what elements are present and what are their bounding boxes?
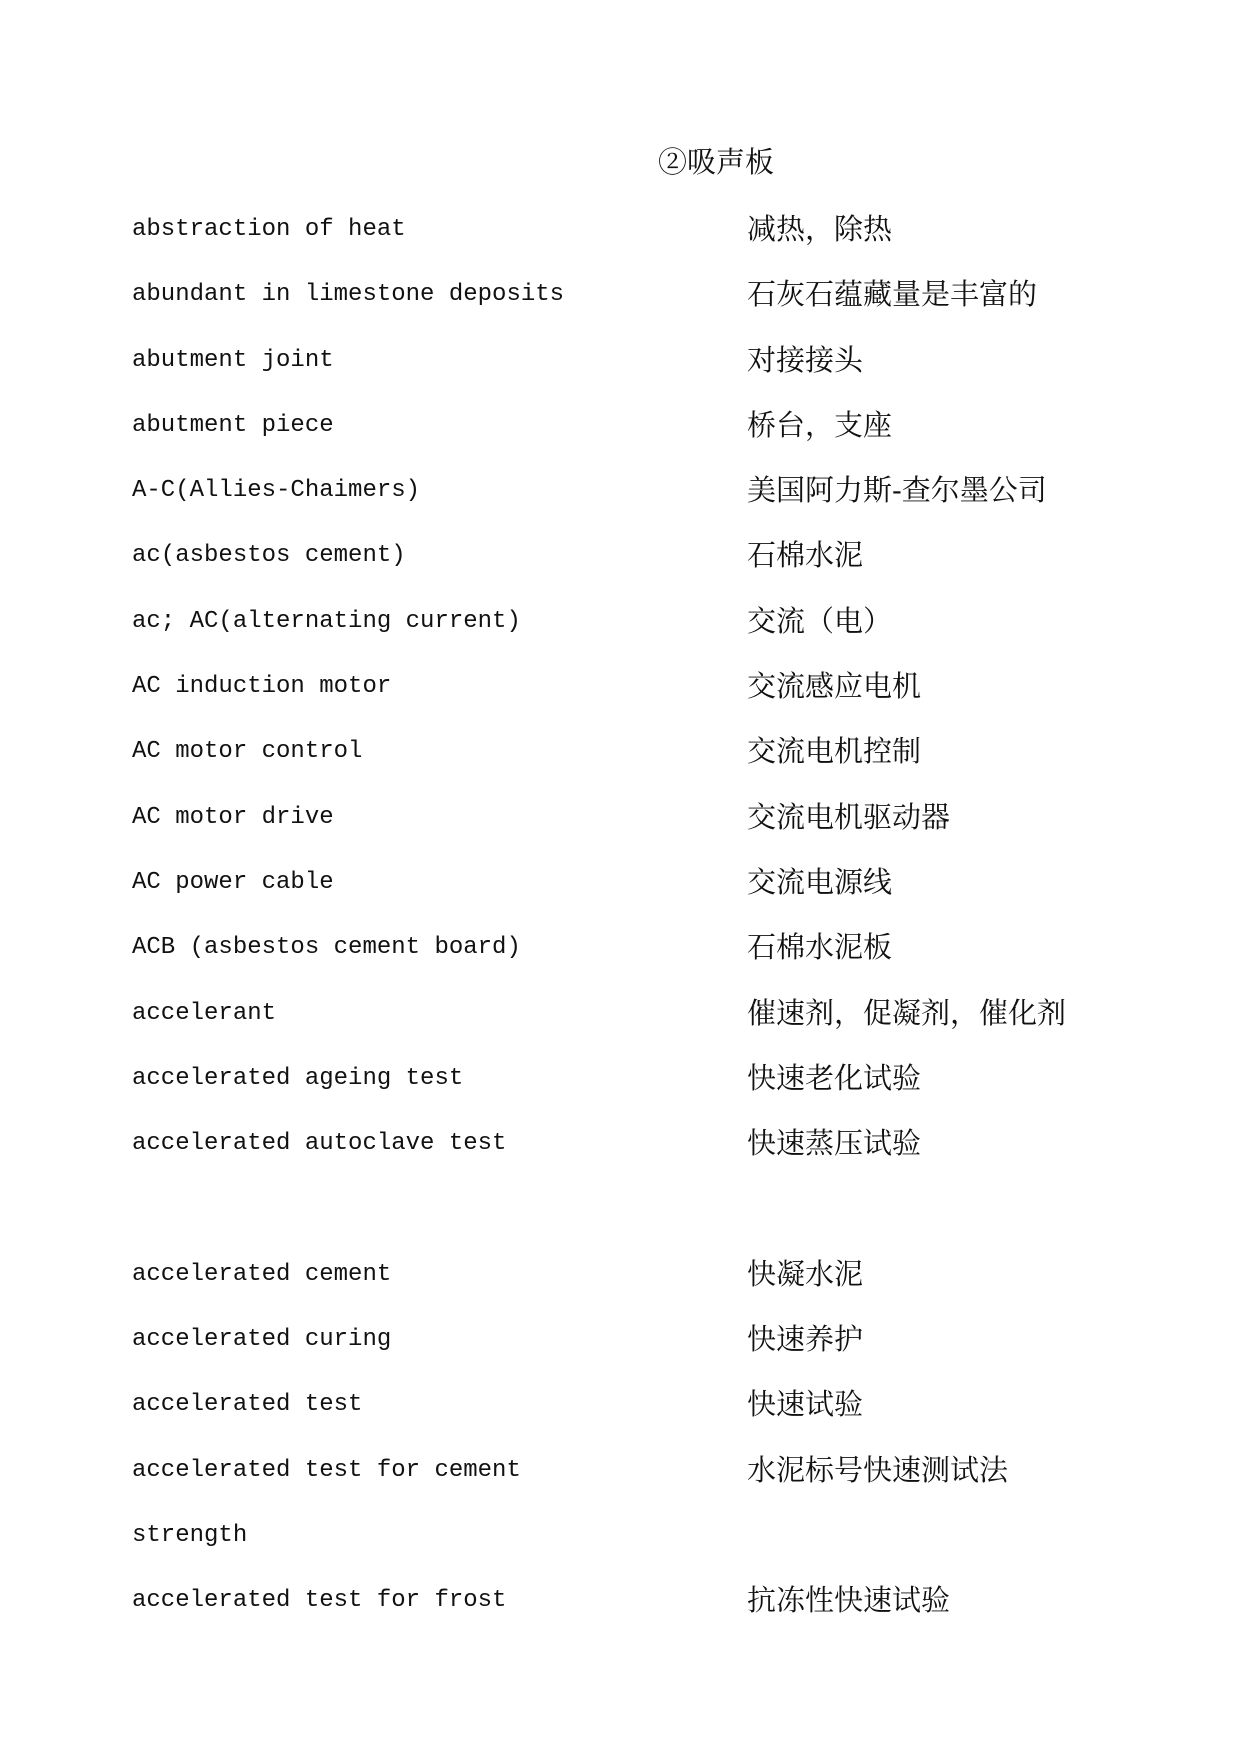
term-english: abutment joint <box>132 346 334 374</box>
term-english: abundant in limestone deposits <box>132 281 565 309</box>
glossary-row <box>132 1438 1212 1569</box>
term-chinese: 交流电机驱动器 <box>747 799 951 834</box>
term-chinese: 抗冻性快速试验 <box>747 1583 951 1618</box>
term-english: abutment piece <box>132 411 334 439</box>
term-chinese: 交流感应电机 <box>747 669 922 704</box>
glossary-row <box>132 523 1212 588</box>
glossary-row <box>132 328 1212 393</box>
term-english: accelerated autoclave test <box>132 1130 507 1158</box>
term-chinese: 快凝水泥 <box>747 1256 864 1291</box>
page-title: ②吸声板 <box>658 145 775 179</box>
term-english: ac(asbestos cement) <box>132 542 406 570</box>
term-chinese: 石棉水泥板 <box>747 930 893 965</box>
term-english: ac; AC(alternating current) <box>132 607 521 635</box>
glossary-row <box>132 262 1212 327</box>
term-chinese: 交流电机控制 <box>747 734 922 769</box>
glossary-row <box>132 393 1212 458</box>
glossary-row <box>132 1307 1212 1372</box>
glossary-row <box>132 1046 1212 1111</box>
glossary-row <box>132 197 1212 262</box>
term-english: accelerated test for frost <box>132 1587 507 1615</box>
glossary-row <box>132 589 1212 654</box>
term-english: accelerated curing <box>132 1326 392 1354</box>
term-chinese: 石棉水泥 <box>747 538 864 573</box>
term-english: ACB (asbestos cement board) <box>132 934 521 962</box>
term-chinese: 美国阿力斯-查尔墨公司 <box>747 473 1047 508</box>
term-english: accelerated cement <box>132 1260 392 1288</box>
term-chinese: 快速养护 <box>747 1322 864 1357</box>
glossary-row <box>132 850 1212 915</box>
term-english: abstraction of heat <box>132 216 406 243</box>
glossary-list <box>132 197 1212 1634</box>
term-chinese: 石灰石蕴藏量是丰富的 <box>747 277 1038 312</box>
term-english: accelerated test <box>132 1391 363 1419</box>
term-english: accelerated test for cement strength <box>132 1456 521 1549</box>
term-chinese: 减热，除热 <box>747 212 893 246</box>
term-english: AC power cable <box>132 868 334 896</box>
glossary-row <box>132 458 1212 523</box>
glossary-row <box>132 1242 1212 1307</box>
term-chinese: 催速剂，促凝剂，催化剂 <box>747 995 1067 1030</box>
term-english: accelerated ageing test <box>132 1064 464 1092</box>
term-chinese: 对接接头 <box>747 342 864 377</box>
term-english: A-C(Allies-Chaimers) <box>132 477 421 505</box>
glossary-row <box>132 719 1212 784</box>
glossary-row <box>132 915 1212 980</box>
term-english: AC motor control <box>132 738 363 766</box>
glossary-row <box>132 1568 1212 1633</box>
term-chinese: 交流（电） <box>747 603 893 638</box>
glossary-row <box>132 785 1212 850</box>
glossary-row <box>132 1372 1212 1437</box>
term-english: AC motor drive <box>132 803 334 831</box>
term-chinese: 快速蒸压试验 <box>747 1126 922 1161</box>
term-chinese: 快速老化试验 <box>747 1060 922 1095</box>
term-chinese: 交流电源线 <box>747 864 893 899</box>
glossary-row <box>132 654 1212 719</box>
term-chinese: 水泥标号快速测试法 <box>747 1452 1009 1487</box>
term-english: AC induction motor <box>132 673 392 701</box>
glossary-row <box>132 981 1212 1046</box>
term-chinese: 快速试验 <box>747 1387 864 1422</box>
glossary-row <box>132 1111 1212 1176</box>
term-chinese: 桥台，支座 <box>747 407 893 442</box>
term-english: accelerant <box>132 999 277 1027</box>
